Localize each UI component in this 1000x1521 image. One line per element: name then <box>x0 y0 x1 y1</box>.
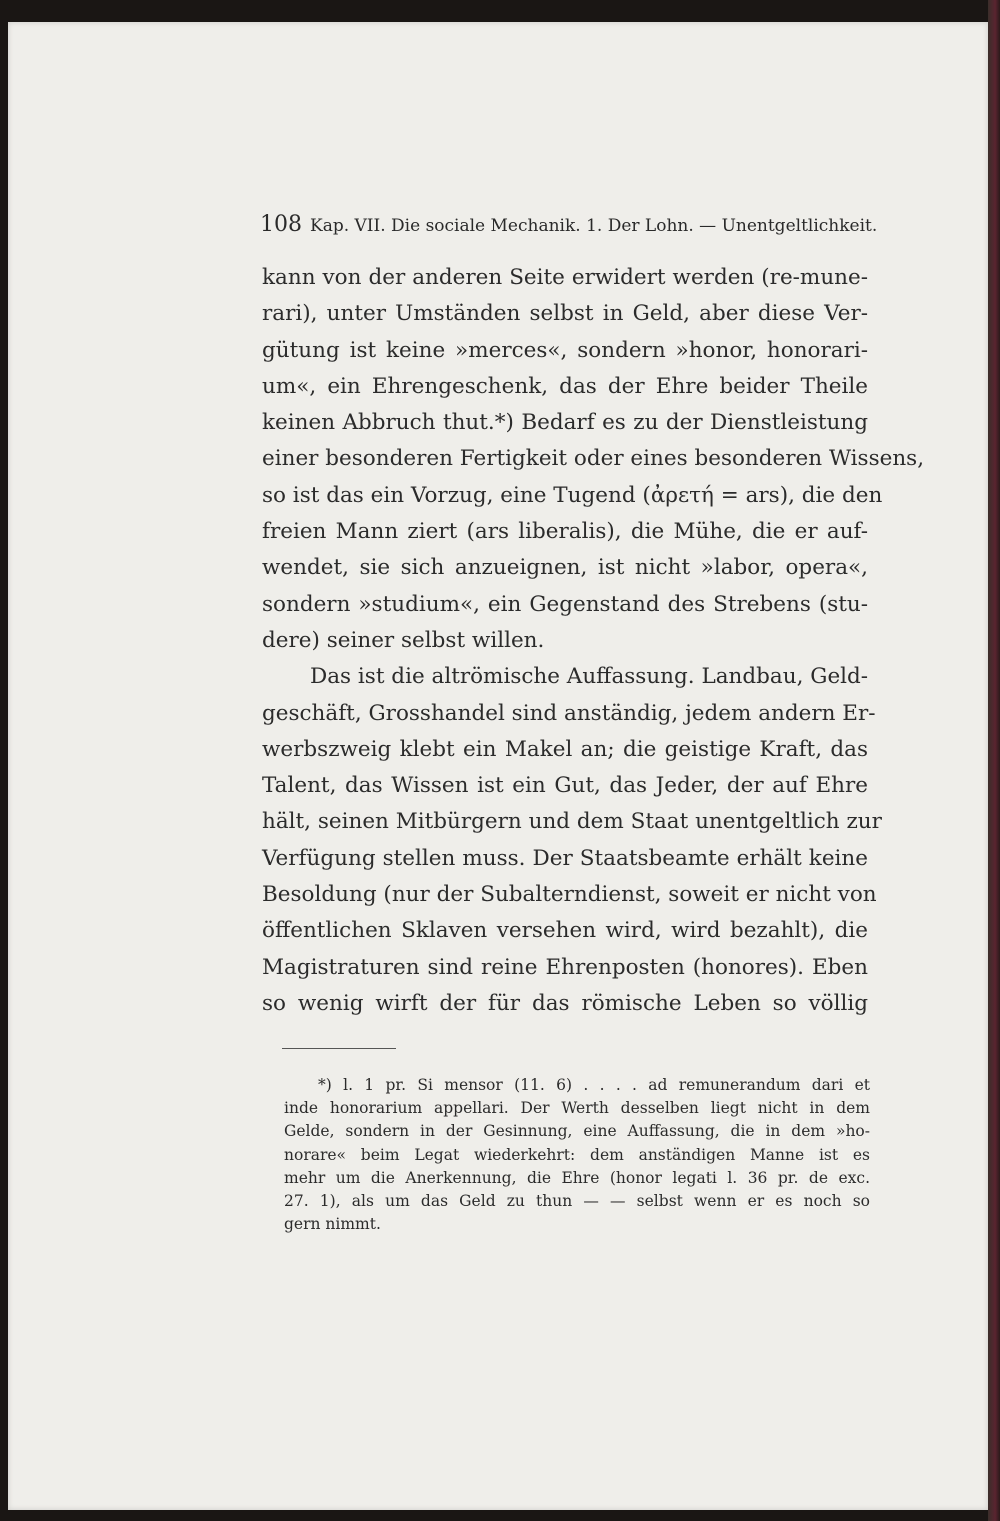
text-line: Das ist die altrömische Auffassung. Landbau, Geld- <box>310 664 869 690</box>
running-title: Kap. VII. Die sociale Mechanik. 1. Der Lohn. — Unentgeltlichkeit. <box>310 216 878 236</box>
footnote <box>284 1074 870 1236</box>
text-line: um«, ein Ehrengeschenk, das der Ehre beider Theile <box>262 373 868 399</box>
footnote-line: gern nimmt. <box>284 1215 381 1234</box>
text-line: geschäft, Grosshandel sind anständig, jedem andern Er- <box>262 700 876 726</box>
text-line: dere) seiner selbst willen. <box>262 627 545 653</box>
paragraph-2 <box>262 659 882 1022</box>
page-number: 108 <box>260 212 302 237</box>
text-line: sondern »studium«, ein Gegenstand des Strebens (stu- <box>262 591 868 617</box>
paragraph-1 <box>262 260 925 659</box>
footnote-line: inde honorarium appellari. Der Werth desselben liegt nicht in dem <box>284 1099 870 1118</box>
text-line: öffentlichen Sklaven versehen wird, wird bezahlt), die <box>262 918 868 944</box>
main-text <box>262 260 925 1022</box>
text-line: kann von der anderen Seite erwidert werden (re-mune- <box>262 265 868 290</box>
text-line: so ist das ein Vorzug, eine Tugend (ἀρετή = ars), die den <box>262 482 883 508</box>
text-line: einer besonderen Fertigkeit oder eines besonderen Wissens, <box>262 446 925 472</box>
running-header <box>260 212 878 237</box>
footnote-line: Gelde, sondern in der Gesinnung, eine Auffassung, die in dem »ho- <box>284 1122 870 1141</box>
text-line: hält, seinen Mitbürgern und dem Staat unentgeltlich zur <box>262 809 882 835</box>
page-edge <box>988 0 1000 1521</box>
footnote-separator <box>282 1048 396 1049</box>
text-line: keinen Abbruch thut.*) Bedarf es zu der Dienstleistung <box>262 410 868 436</box>
text-line: werbszweig klebt ein Makel an; die geistige Kraft, das <box>262 736 868 762</box>
text-line: rari), unter Umständen selbst in Geld, aber diese Ver- <box>262 301 868 327</box>
text-line: Magistraturen sind reine Ehrenposten (honores). Eben <box>262 954 868 980</box>
footnote-line: *) l. 1 pr. Si mensor (11. 6) . . . . ad remunerandum dari et <box>318 1076 870 1094</box>
text-line: Besoldung (nur der Subalterndienst, soweit er nicht von <box>262 882 877 908</box>
text-line: so wenig wirft der für das römische Leben so völlig <box>262 990 868 1016</box>
footnote-line: norare« beim Legat wiederkehrt: dem anständigen Manne ist es <box>284 1145 870 1164</box>
footnote-line: mehr um die Anerkennung, die Ehre (honor legati l. 36 pr. de exc. <box>284 1168 870 1187</box>
text-line: Talent, das Wissen ist ein Gut, das Jeder, der auf Ehre <box>262 773 868 799</box>
text-line: freien Mann ziert (ars liberalis), die Mühe, die er auf- <box>262 519 868 545</box>
text-line: wendet, sie sich anzueignen, ist nicht »labor, opera«, <box>262 555 868 581</box>
text-line: Verfügung stellen muss. Der Staatsbeamte erhält keine <box>262 845 868 871</box>
book-page <box>8 22 988 1510</box>
footnote-line: 27. 1), als um das Geld zu thun — — selbst wenn er es noch so <box>284 1192 870 1211</box>
text-line: gütung ist keine »merces«, sondern »honor, honorari- <box>262 337 868 363</box>
